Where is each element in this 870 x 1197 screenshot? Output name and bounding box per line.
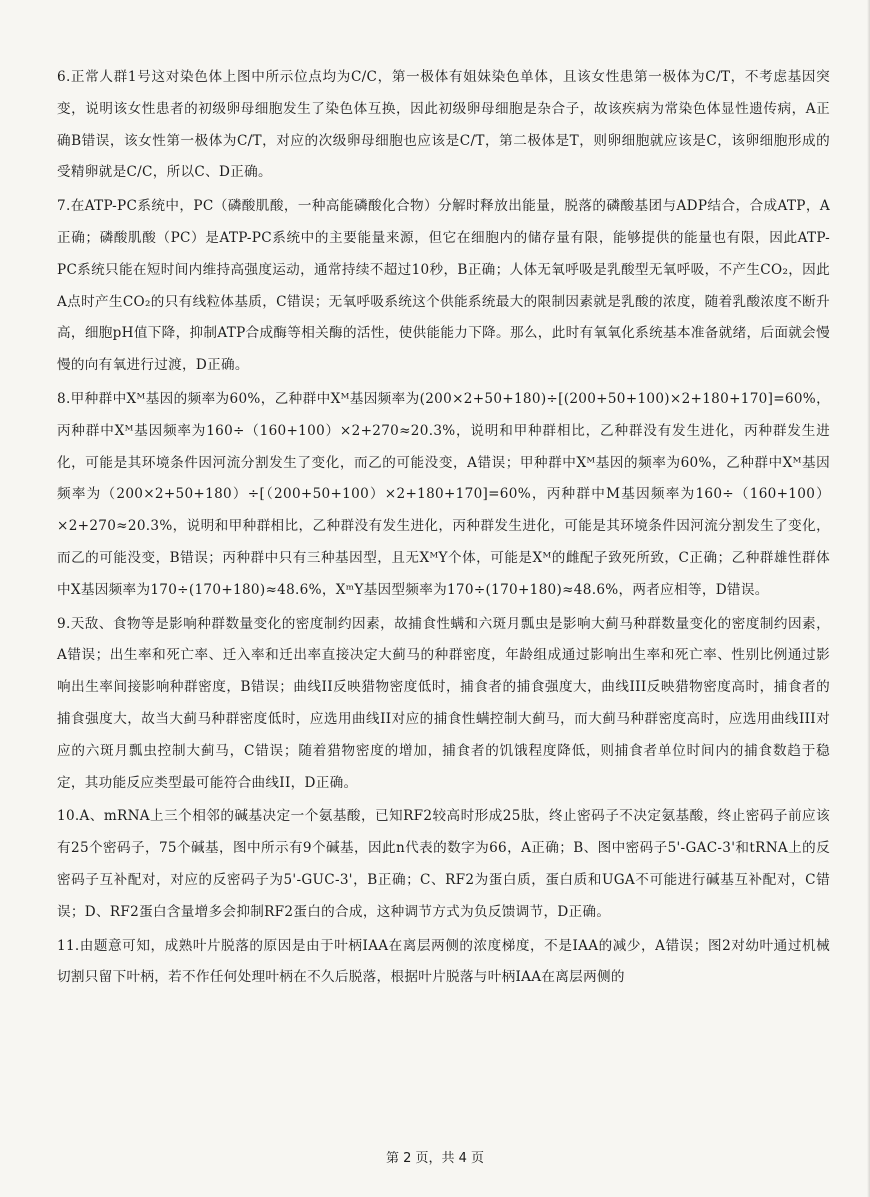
answer-paragraph-6: 6.正常人群1号这对染色体上图中所示位点均为C/C，第一极体有姐妹染色单体，且该女性患第一极体为C/T，不考虑基因突变，说明该女性患者的初级卵母细胞发生了染色体互换，因此初级卵母细胞是杂合子，故该疾病为常染色体显性遗传病，A正确B错误，该女性第一极体为C/T，对应的次级卵母细胞也应该是C/T，第二极体是T，则卵细胞就应该是C，该卵细胞形成的受精卵就是C/C，所以C、D正确。 [57,69,830,181]
answer-paragraph-9: 9.天敌、食物等是影响种群数量变化的密度制约因素，故捕食性螨和六斑月瓢虫是影响大蓟马种群数量变化的密度制约因素，A错误；出生率和死亡率、迁入率和迁出率直接决定大蓟马的种群密度，年龄组成通过影响出生率和死亡率、性别比例通过影响出生率间接影响种群密度，B错误；曲线II反映猎物密度低时，捕食者的捕食强度大，曲线III反映猎物密度高时，捕食者的捕食强度大，故当大蓟马种群密度低时，应选用曲线II对应的捕食性螨控制大蓟马，而大蓟马种群密度高时，应选用曲线III对应的六斑月瓢虫控制大蓟马，C错误；随着猎物密度的增加，捕食者的饥饿程度降低，则捕食者单位时间内的捕食数趋于稳定，其功能反应类型最可能符合曲线II，D正确。 [57,615,830,791]
answer-paragraph-10: 10.A、mRNA上三个相邻的碱基决定一个氨基酸，已知RF2较高时形成25肽，终止密码子不决定氨基酸，终止密码子前应该有25个密码子，75个碱基，图中所示有9个碱基，因此n代表的数字为66，A正确；B、图中密码子5'-GAC-3'和tRNA上的反密码子互补配对，对应的反密码子为5'-GUC-3'，B正确；C、RF2为蛋白质，蛋白质和UGA不可能进行碱基互补配对，C错误；D、RF2蛋白含量增多会抑制RF2蛋白的合成，这种调节方式为负反馈调节，D正确。 [57,808,830,920]
answer-paragraph-7: 7.在ATP-PC系统中，PC（磷酸肌酸，一种高能磷酸化合物）分解时释放出能量，脱落的磷酸基团与ADP结合，合成ATP，A正确；磷酸肌酸（PC）是ATP-PC系统中的主要能量来源，但它在细胞内的储存量有限，能够提供的能量也有限，因此ATP-PC系统只能在短时间内维持高强度运动，通常持续不超过10秒，B正确；人体无氧呼吸是乳酸型无氧呼吸，不产生CO₂，因此A点时产生CO₂的只有线粒体基质，C错误；无氧呼吸系统这个供能系统最大的限制因素就是乳酸的浓度，随着乳酸浓度不断升高，细胞pH值下降，抑制ATP合成酶等相关酶的活性，使供能能力下降。那么，此时有氧氧化系统基本准备就绪，后面就会慢慢的向有氧进行过渡，D正确。 [57,198,830,374]
answer-paragraph-8: 8.甲种群中Xᴹ基因的频率为60%，乙种群中Xᴹ基因频率为(200×2+50+180)÷[(200+50+100)×2+180+170]=60%，丙种群中Xᴹ基因频率为160÷（160+100）×2+270≈20.3%，说明和甲种群相比，乙种群没有发生进化，丙种群发生进化，可能是其环境条件因河流分割发生了变化，而乙的可能没变，A错误；甲种群中Xᴹ基因的频率为60%，乙种群中Xᴹ基因频率为（200×2+50+180）÷[（200+50+100）×2+180+170]=60%，丙种群中M基因频率为160÷（160+100）×2+270≈20.3%，说明和甲种群相比，乙种群没有发生进化，丙种群发生进化，可能是其环境条件因河流分割发生了变化，而乙的可能没变，B错误；丙种群中只有三种基因型，且无XᴹY个体，可能是Xᴹ的雌配子致死所致，C正确；乙种群雄性群体中X基因频率为170÷(170+180)≈48.6%，XᵐY基因型频率为170÷(170+180)≈48.6%，两者应相等，D错误。 [57,390,830,598]
page-number-footer: 第 2 页，共 4 页 [385,1151,485,1166]
answer-paragraph-11: 11.由题意可知，成熟叶片脱落的原因是由于叶柄IAA在离层两侧的浓度梯度，不是IAA的减少，A错误；图2对幼叶通过机械切割只留下叶柄，若不作任何处理叶柄在不久后脱落，根据叶片脱落与叶柄IAA在离层两侧的 [57,937,830,986]
